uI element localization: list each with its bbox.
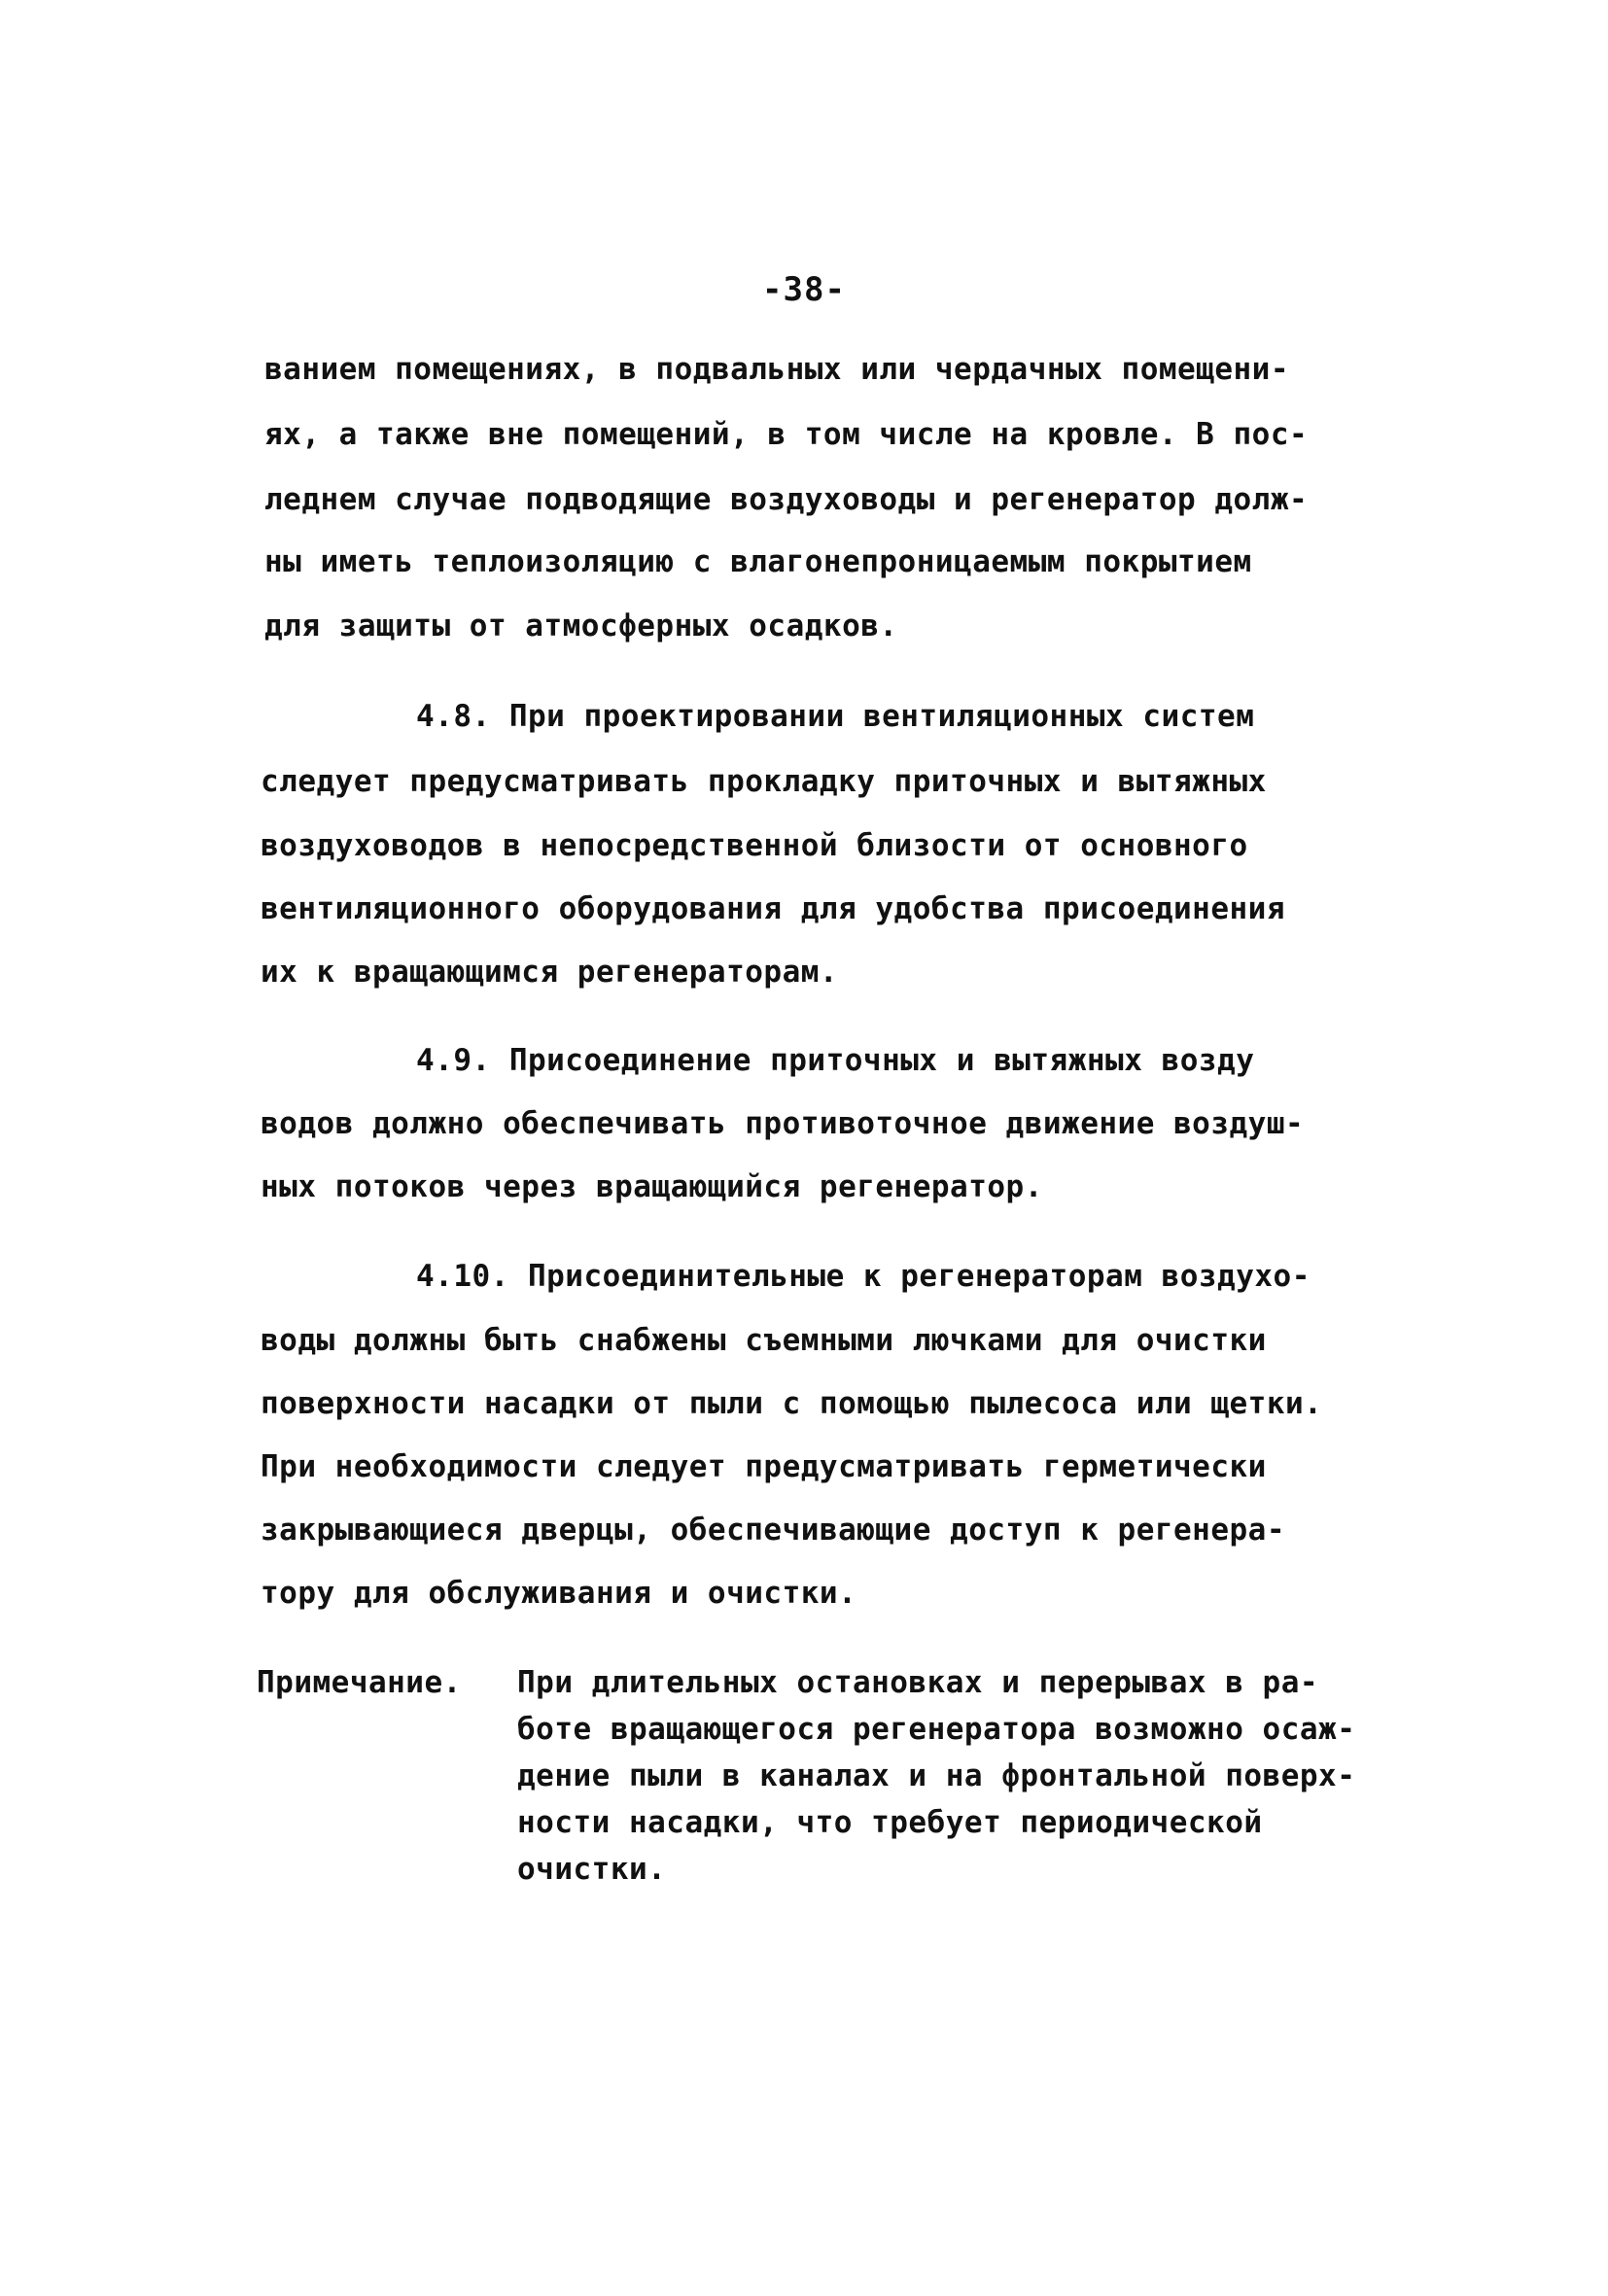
text-line: леднем случае подводящие воздуховоды и регенератор долж- <box>264 482 1309 517</box>
text-line: поверхности насадки от пыли с помощью пылесоса или щетки. <box>261 1386 1323 1421</box>
text-line: 4.8. При проектировании вентиляционных систем <box>416 699 1255 734</box>
text-line: ны иметь теплоизоляцию с влагонепроницаемым покрытием <box>264 544 1252 579</box>
text-line: тору для обслуживания и очистки. <box>261 1576 857 1611</box>
note-line: ности насадки, что требует периодической <box>517 1805 1263 1840</box>
text-line: для защиты от атмосферных осадков. <box>264 609 898 644</box>
text-line: воды должны быть снабжены съемными лючками для очистки <box>261 1323 1267 1358</box>
text-line: вентиляционного оборудования для удобства присоединения <box>261 891 1285 926</box>
text-line: их к вращающимся регенераторам. <box>261 955 839 990</box>
text-line: ванием помещениях, в подвальных или чердачных помещени- <box>264 352 1289 387</box>
note-line: очистки. <box>517 1852 667 1887</box>
page-number: -38- <box>762 270 846 309</box>
text-line: ных потоков через вращающийся регенератор. <box>261 1169 1043 1204</box>
text-line: ях, а также вне помещений, в том числе на кровле. В пос- <box>264 417 1309 452</box>
note-label: Примечание. <box>257 1665 462 1700</box>
text-line: водов должно обеспечивать противоточное движение воздуш- <box>261 1106 1305 1141</box>
text-line: воздуховодов в непосредственной близости от основного <box>261 828 1248 863</box>
note-line: дение пыли в каналах и на фронтальной поверх- <box>517 1758 1356 1793</box>
text-line: При необходимости следует предусматривать герметически <box>261 1449 1267 1484</box>
text-line: закрывающиеся дверцы, обеспечивающие доступ к регенера- <box>261 1513 1285 1548</box>
note-line: При длительных остановках и перерывах в ра- <box>517 1665 1319 1700</box>
text-line: 4.10. Присоединительные к регенераторам воздухо- <box>416 1259 1311 1294</box>
text-line: 4.9. Присоединение приточных и вытяжных возду <box>416 1043 1255 1078</box>
note-line: боте вращающегося регенератора возможно осаж- <box>517 1712 1356 1747</box>
text-line: следует предусматривать прокладку приточных и вытяжных <box>261 764 1267 799</box>
